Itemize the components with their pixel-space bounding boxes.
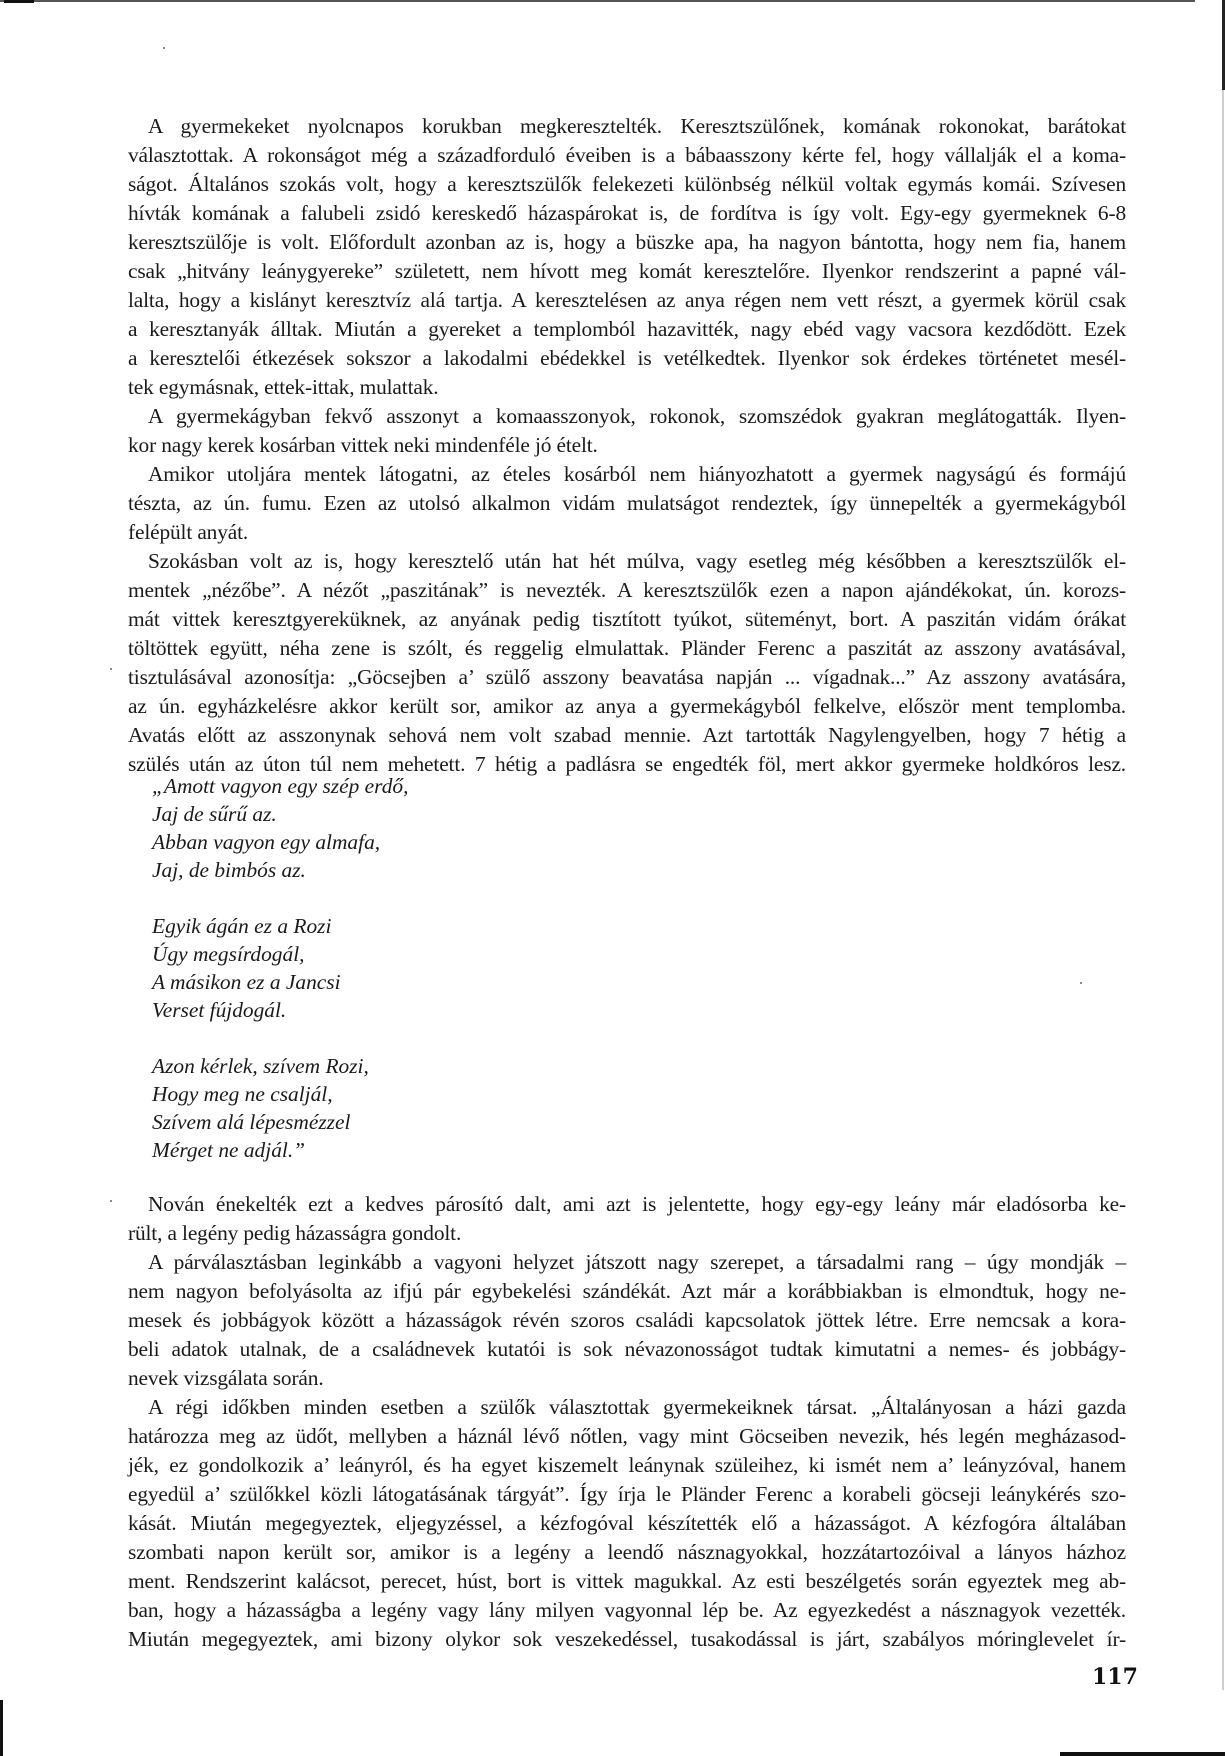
scan-right-edge-shadow <box>1222 90 1224 1690</box>
text-line: A régi időkben minden esetben a szülők választottak gyermekeiknek társat. „Általányosan a házi gazda <box>148 1395 1126 1419</box>
poem-line: Úgy megsírdogál, <box>152 942 305 966</box>
text-line: A gyermekágyban fekvő asszonyt a komaasszonyok, rokonok, szomszédok gyakran meglátogatták. Ilyen- <box>148 404 1126 428</box>
text-line: Amikor utoljára mentek látogatni, az ételes kosárból nem hiányozhatott a gyermek nagyságú és formájú <box>148 462 1126 486</box>
poem-line: Verset fújdogál. <box>152 998 287 1022</box>
scan-top-edge <box>0 0 1195 2</box>
poem-line: Hogy meg ne csaljál, <box>152 1082 333 1106</box>
poem-line: Jaj de sűrű az. <box>152 802 277 826</box>
text-line: kását. Miután megegyeztek, eljegyzéssel, a kézfogóval készítették elő a házasságot. A kézfogóra általában <box>128 1511 1126 1535</box>
poem-stanza <box>152 772 408 884</box>
text-line: hívták komának a falubeli zsidó kereskedő házaspárokat is, de fordítva is így volt. Egy-egy gyermeknek 6-8 <box>128 201 1126 225</box>
poem-line: Azon kérlek, szívem Rozi, <box>152 1054 369 1078</box>
poem-stanza <box>152 912 408 1024</box>
text-line: kor nagy kerek kosárban vittek neki mindenféle jó ételt. <box>128 433 598 457</box>
text-line: tek egymásnak, ettek-ittak, mulattak. <box>128 375 439 399</box>
page-number: 117 <box>1092 1664 1138 1690</box>
poem-line: Abban vagyon egy almafa, <box>152 830 381 854</box>
poem <box>152 772 408 1192</box>
text-line: rült, a legény pedig házasságra gondolt. <box>128 1221 462 1245</box>
text-line: választottak. A rokonságot még a századforduló éveiben is a bábaasszony kérte fel, hogy vállalják el a koma- <box>128 143 1126 167</box>
poem-line: Egyik ágán ez a Rozi <box>152 914 332 938</box>
poem-line: A másikon ez a Jancsi <box>152 970 341 994</box>
scan-left-edge <box>0 1700 3 1756</box>
body-text-section-1 <box>128 112 1126 779</box>
scan-speck <box>110 668 112 670</box>
scan-top-edge-mark <box>4 0 34 3</box>
poem-line: Mérget ne adjál.” <box>152 1138 306 1162</box>
scan-speck <box>1080 982 1082 984</box>
text-line: mát vittek keresztgyereküknek, az anyának pedig tisztított tyúkot, süteményt, bort. A paszitán vidám órákat <box>128 607 1126 631</box>
text-line: lalta, hogy a kislányt keresztvíz alá tartja. A keresztelésen az anya régen nem vett részt, a gyermek körül csak <box>128 288 1126 312</box>
text-line: Miután megegyeztek, ami bizony olykor sok veszekedéssel, tusakodással is járt, szabályos móringlevelet ír- <box>128 1627 1126 1651</box>
scan-speck <box>110 1200 112 1202</box>
text-line: egyedül a’ szülőkkel közli látogatásának tárgyát”. Így írja le Pländer Ferenc a korabeli göcseji leánykérés szo- <box>128 1482 1126 1506</box>
text-line: mentek „nézőbe”. A nézőt „paszitának” is nevezték. A keresztszülők ezen a napon ajándékokat, ún. korozs- <box>128 578 1126 602</box>
text-line: a keresztelői étkezések sokszor a lakodalmi ebédekkel is vetélkedtek. Ilyenkor sok érdekes történetet mesél- <box>128 346 1126 370</box>
poem-line: „Amott vagyon egy szép erdő, <box>152 774 409 798</box>
text-line: beli adatok utalnak, de a családnevek kutatói is sok névazonosságot tudtak kimutatni a nemes- és jobbágy- <box>128 1337 1126 1361</box>
text-line: ságot. Általános szokás volt, hogy a keresztszülők felekezeti különbség nélkül voltak egymás komái. Szívesen <box>128 172 1126 196</box>
text-line: A párválasztásban leginkább a vagyoni helyzet játszott nagy szerepet, a társadalmi rang – úgy mondják – <box>148 1250 1126 1274</box>
poem-line: Szívem alá lépesmézzel <box>152 1110 351 1134</box>
text-line: ban, hogy a házasságba a legény vagy lány milyen vagyonnal lép be. Az egyezkedést a násznagyok vezették. <box>128 1598 1126 1622</box>
scan-speck <box>163 47 165 49</box>
text-line: határozza meg az üdőt, mellyben a háznál lévő nőtlen, vagy mint Göcseiben nevezik, hés legén megházasod- <box>128 1424 1126 1448</box>
text-line: nevek vizsgálata során. <box>128 1366 324 1390</box>
text-line: Szokásban volt az is, hogy keresztelő után hat hét múlva, vagy esetleg még későbben a keresztszülők el- <box>148 549 1126 573</box>
text-line: tisztulásával azonosítja: „Göcsejben a’ szülő asszony beavatása napján ... vígadnak...” Az asszony avatására, <box>128 665 1126 689</box>
text-line: töltöttek együtt, néha zene is szólt, és reggelig elmulattak. Pländer Ferenc a paszitát az asszony avatásával, <box>128 636 1126 660</box>
text-line: nem nagyon befolyásolta az ifjú pár egybekelési szándékát. Azt már a korábbiakban is elmondtuk, hogy ne- <box>128 1279 1126 1303</box>
text-line: A gyermekeket nyolcnapos korukban megkeresztelték. Keresztszülőnek, komának rokonokat, barátokat <box>148 114 1126 138</box>
text-line: mesek és jobbágyok között a házasságok révén szoros családi kapcsolatok jöttek létre. Erre nemcsak a kora- <box>128 1308 1126 1332</box>
text-line: keresztszülője is volt. Előfordult azonban az is, hogy a büszke apa, ha nagyon bántotta, hogy nem fia, hanem <box>128 230 1126 254</box>
text-line: az ún. egyházkelésre akkor került sor, amikor az anya a gyermekágyból felkelve, először ment templomba. <box>128 694 1126 718</box>
text-line: tészta, az ún. fumu. Ezen az utolsó alkalmon vidám mulatságot rendeztek, így ünnepelték a gyermekágyból <box>128 491 1126 515</box>
text-line: szombati napon került sor, amikor is a legény a leendő násznagyokkal, hozzátartozóival a lányos házhoz <box>128 1540 1126 1564</box>
text-line: szülés után az úton túl nem mehetett. 7 hétig a padlásra se engedték föl, mert akkor gyermeke holdkóros lesz. <box>128 752 1126 776</box>
text-line: Nován énekelték ezt a kedves párosító dalt, ami azt is jelentette, hogy egy-egy leány már eladósorba ke- <box>148 1192 1126 1216</box>
scan-bottom-edge <box>1060 1752 1225 1756</box>
poem-line: Jaj, de bimbós az. <box>152 858 306 882</box>
text-line: jék, ez gondolkozik a’ leányról, és ha egyet kiszemelt leánynak szüleihez, ki ismét nem a’ leányzóval, hanem <box>128 1453 1126 1477</box>
text-line: felépült anyát. <box>128 520 249 544</box>
text-line: Avatás előtt az asszonynak sehová nem volt szabad mennie. Azt tartották Nagylengyelben, hogy 7 hétig a <box>128 723 1126 747</box>
body-text-section-2 <box>128 1190 1126 1654</box>
text-line: csak „hitvány leánygyereke” született, nem hívott meg komát keresztelőre. Ilyenkor rendszerint a papné vál- <box>128 259 1126 283</box>
text-line: a keresztanyák álltak. Miután a gyereket a templomból hazavitték, nagy ebéd vagy vacsora kezdődött. Ezek <box>128 317 1126 341</box>
poem-stanza <box>152 1052 408 1164</box>
text-line: ment. Rendszerint kalácsot, perecet, húst, bort is vittek magukkal. Az esti beszélgetés során egyeztek meg ab- <box>128 1569 1126 1593</box>
